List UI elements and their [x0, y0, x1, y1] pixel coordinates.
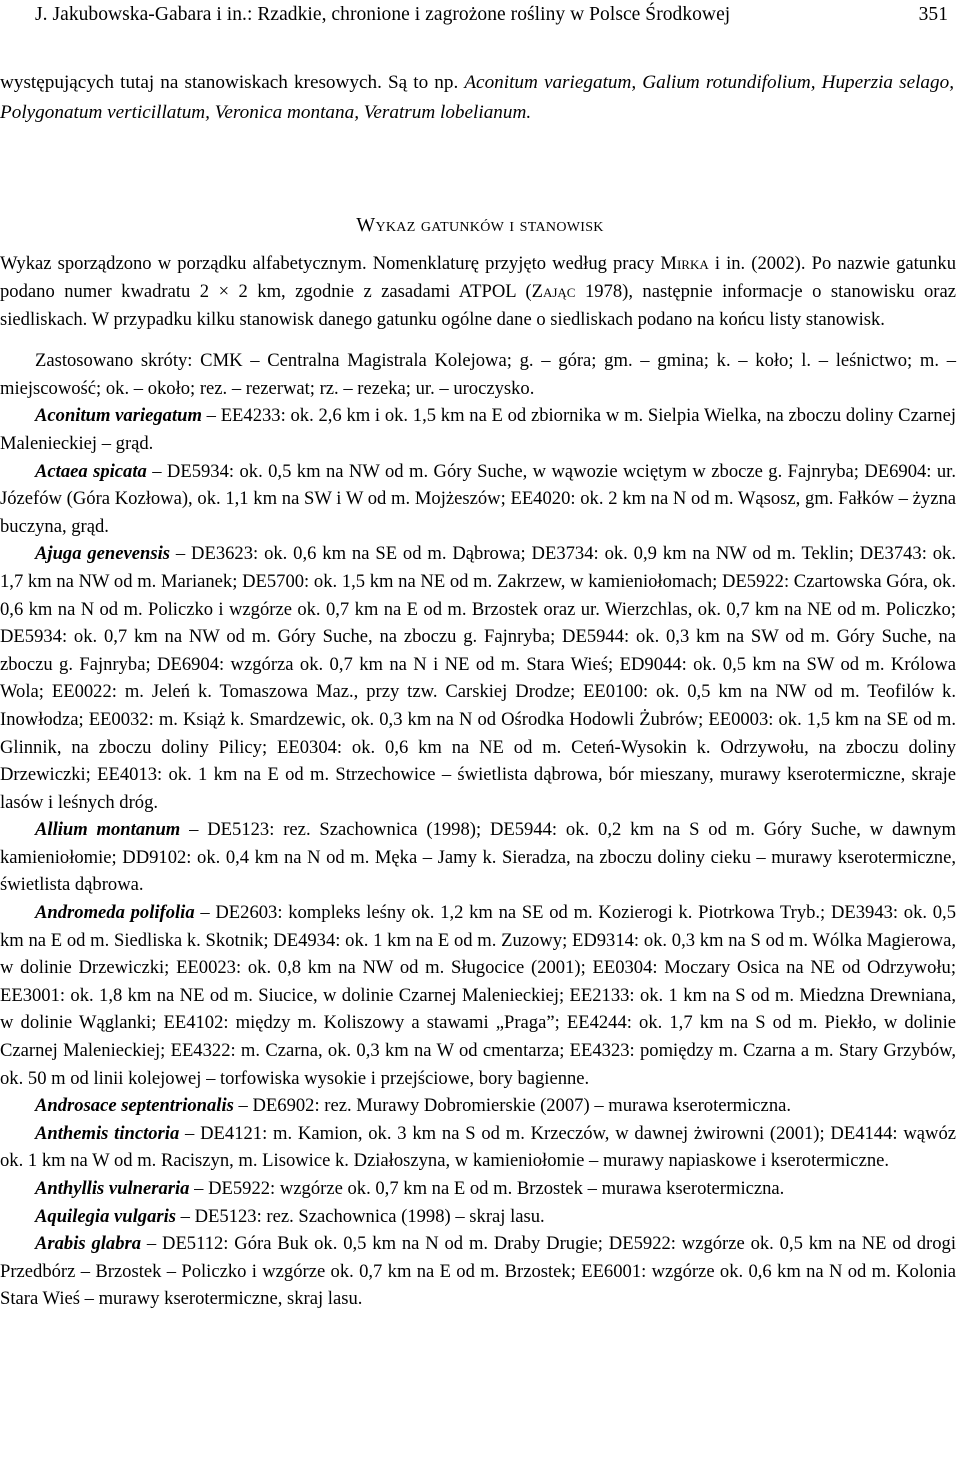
species-entry: [0, 458, 956, 541]
species-localities: – DE5123: rez. Szachownica (1998); DE5944: ok. 0,2 km na S od m. Góry Suche, w dawnym kamieniołomie; DD9102: ok. 0,4 km na N od m. Męka – Jamy k. Sieradza, na zboczu doliny cieku – murawy kserotermiczne, świetlista dąbrowa.: [0, 819, 957, 896]
method-block: [0, 250, 960, 402]
method-author-mirek: Mirka: [660, 253, 709, 275]
species-localities: – EE4233: ok. 2,6 km i ok. 1,5 km na E od zbiornika w m. Sielpia Wielka, na zboczu doliny Czarnej Maleniecki​ej – grąd.: [0, 405, 956, 454]
species-name: Aquilegia vulgaris: [35, 1205, 177, 1227]
species-localities: – DE5112: Góra Buk ok. 0,5 km na N od m. Draby Drugie; DE5922: wzgórze ok. 0,5 km na NE od drogi Przedbórz – Brzostek – Policzko i wzgórze ok. 0,7 km na E od m. Brzostek; EE6001: wzgórze ok. 0,6 km na N od m. Kolonia Stara Wieś – murawy kserotermiczne, skraj lasu.: [0, 1233, 956, 1310]
species-list: [0, 402, 960, 1313]
intro-species-list: Aconitum variegatum, Galium rotundifolium, Huperzia selago, Polygonatum verticillatum, Veronica montana, Veratrum lobelianum.: [0, 72, 954, 124]
method-text-c: 1978), następnie informacje o stanowisku oraz siedliskach. W przypadku kilku stanowisk danego gatunku ogólne dane o siedliskach podano na końcu listy stanowisk.: [0, 281, 956, 330]
species-localities: – DE5922: wzgórze ok. 0,7 km na E od m. Brzostek – murawa kserotermiczna.: [189, 1178, 785, 1199]
species-name: Actaea spicata: [35, 460, 147, 482]
species-localities: – DE3623: ok. 0,6 km na SE od m. Dąbrowa; DE3734: ok. 0,9 km na NW od m. Teklin; DE3743: ok. 1,7 km na NW od m. Marianek; DE5700: ok. 1,5 km na NE od m. Zakrzew, w kamieniołomach; DE5922: Czartowska Góra, ok. 0,6 km na N od m. Policzko i wzgórze ok. 0,7 km na E od m. Brzostek oraz ur. Wierzchlas, ok. 0,7 km na NE od m. Policzko; DE5934: ok. 0,7 km na NW od m. Góry Suche, na zboczu g. Fajnryba; DE5944: ok. 0,3 km na SW od m. Góry Suche, na zboczu g. Fajnryba; DE6904: wzgórza ok. 0,7 km na N i NE od m. Stara Wieś; ED9044: ok. 0,5 km na SW od m. Królowa Wola; EE0022: m. Jeleń k. Tomaszowa Maz., przy tzw. Carskiej Drodze; EE0100: ok. 0,5 km na NW od m. Teofilów k. Inowłodza; EE0032: m. Książ k. Smardzewic, ok. 0,3 km na N od Ośrodka Hodowli Żubrów; EE0003: ok. 1,5 km na SE od m. Glinnik, na zboczu doliny Pilicy; EE0304: ok. 0,6 km na NE od m. Ceteń-Wysokin k. Odrzywołu, na zboczu doliny Drzewiczki; EE4013: ok. 1 km na E od m. Strzechowice – świetlista dąbrowa, bór mieszany, murawy kserotermiczne, skraje lasów i leśnych dróg.: [0, 543, 957, 813]
species-name: Allium montanum: [35, 819, 181, 841]
species-entry: [0, 816, 956, 899]
species-entry: [0, 402, 956, 457]
species-entry: [0, 1092, 956, 1120]
method-text-a: Wykaz sporządzono w porządku alfabetycznym. Nomenklaturę przyjęto według pracy: [0, 253, 661, 275]
method-author-zajac: Zając: [531, 281, 576, 302]
species-entry: [0, 1230, 956, 1313]
species-localities: – DE5123: rez. Szachownica (1998) – skraj lasu.: [176, 1205, 545, 1227]
method-paragraph: [0, 250, 956, 333]
intro-text: występujących tutaj na stanowiskach kresowych. Są to np.: [0, 72, 465, 93]
species-name: Andromeda polifolia: [35, 902, 195, 924]
section-heading: Wykaz gatunków i stanowisk: [356, 214, 604, 237]
page-content: [0, 68, 960, 1313]
species-localities: – DE2603: kompleks leśny ok. 1,2 km na SE od m. Kozierogi k. Piotrkowa Tryb.; DE3943: ok. 0,5 km na E od m. Siedliska k. Skotnik; DE4934: ok. 1 km na E od m. Zuzowy; ED9314: ok. 0,3 km na S od m. Wólka Magierowa, w dolinie Drzewiczki; EE0023: ok. 0,8 km na NW od m. Sługocice (2001); EE0304: Moczary Osica na NE od Odrzywołu; EE3001: ok. 1,8 km na NE od m. Siucice, w dolinie Czarnej Maleniecki​ej; EE2133: ok. 1 km na S od m. Miedzna Drewniana, w dolinie Wąglanki; EE4102: między m. Koliszowy a stawami „Praga”; EE4244: ok. 1,7 km na S od m. Piekło, w dolinie Czarnej Maleniecki​ej; EE4322: m. Czarna, ok. 0,3 km na W od cmentarza; EE4323: pomiędzy m. Czarna a m. Stary Grzybów, ok. 50 m od linii kolejowej – torfowiska wysokie i przejściowe, bory bagienne.: [0, 902, 956, 1089]
intro-paragraph: [0, 68, 960, 128]
running-title: J. Jakubowska-Gabara i in.: Rzadkie, chronione i zagrożone rośliny w Polsce Środkowej: [35, 4, 731, 25]
page-number: 351: [918, 4, 948, 25]
species-name: Anthemis tinctoria: [35, 1122, 180, 1144]
species-entry: [0, 540, 956, 816]
abbreviations-paragraph: Zastosowano skróty: CMK – Centralna Magistrala Kolejowa; g. – góra; gm. – gmina; k. – koło; l. – leśnictwo; m. – miejscowość; ok. – około; rez. – rezerwat; rz. – rezeka; ur. – uroczysko.: [0, 350, 956, 399]
species-name: Anthyllis vulneraria: [35, 1178, 190, 1199]
species-entry: [0, 1120, 956, 1175]
species-localities: – DE6902: rez. Murawy Dobromierskie (2007) – murawa kserotermiczna.: [233, 1095, 792, 1117]
species-entry: [0, 1203, 956, 1231]
species-localities: – DE4121: m. Kamion, ok. 3 km na S od m. Krzeczów, w dawnej żwirowni (2001); DE4144: wąwóz ok. 1 km na W od m. Raciszyn, m. Lisowice k. Działoszyna, w kamieniołomie – murawy napiaskowe i kserotermiczne.: [0, 1122, 957, 1172]
method-text-b: i in. (2002). Po nazwie gatunku podano numer kwadratu 2 × 2 km, zgodnie z zasadami ATPOL (: [0, 253, 957, 302]
species-name: Androsace septentrionalis: [35, 1095, 234, 1117]
running-header: [35, 4, 948, 36]
species-name: Arabis glabra: [35, 1233, 142, 1255]
species-name: Ajuga genevensis: [35, 543, 171, 565]
species-entry: [0, 1175, 956, 1203]
species-entry: [0, 899, 956, 1092]
species-name: Aconitum variegatum: [35, 405, 202, 427]
species-localities: – DE5934: ok. 0,5 km na NW od m. Góry Suche, w wąwozie wciętym w zbocze g. Fajnryba; DE6904: ur. Józefów (Góra Kozłowa), ok. 1,1 km na SW i W od m. Mojżeszów; EE4020: ok. 2 km na N od m. Wąsosz, gm. Fałków – żyzna buczyna, grąd.: [0, 460, 956, 537]
